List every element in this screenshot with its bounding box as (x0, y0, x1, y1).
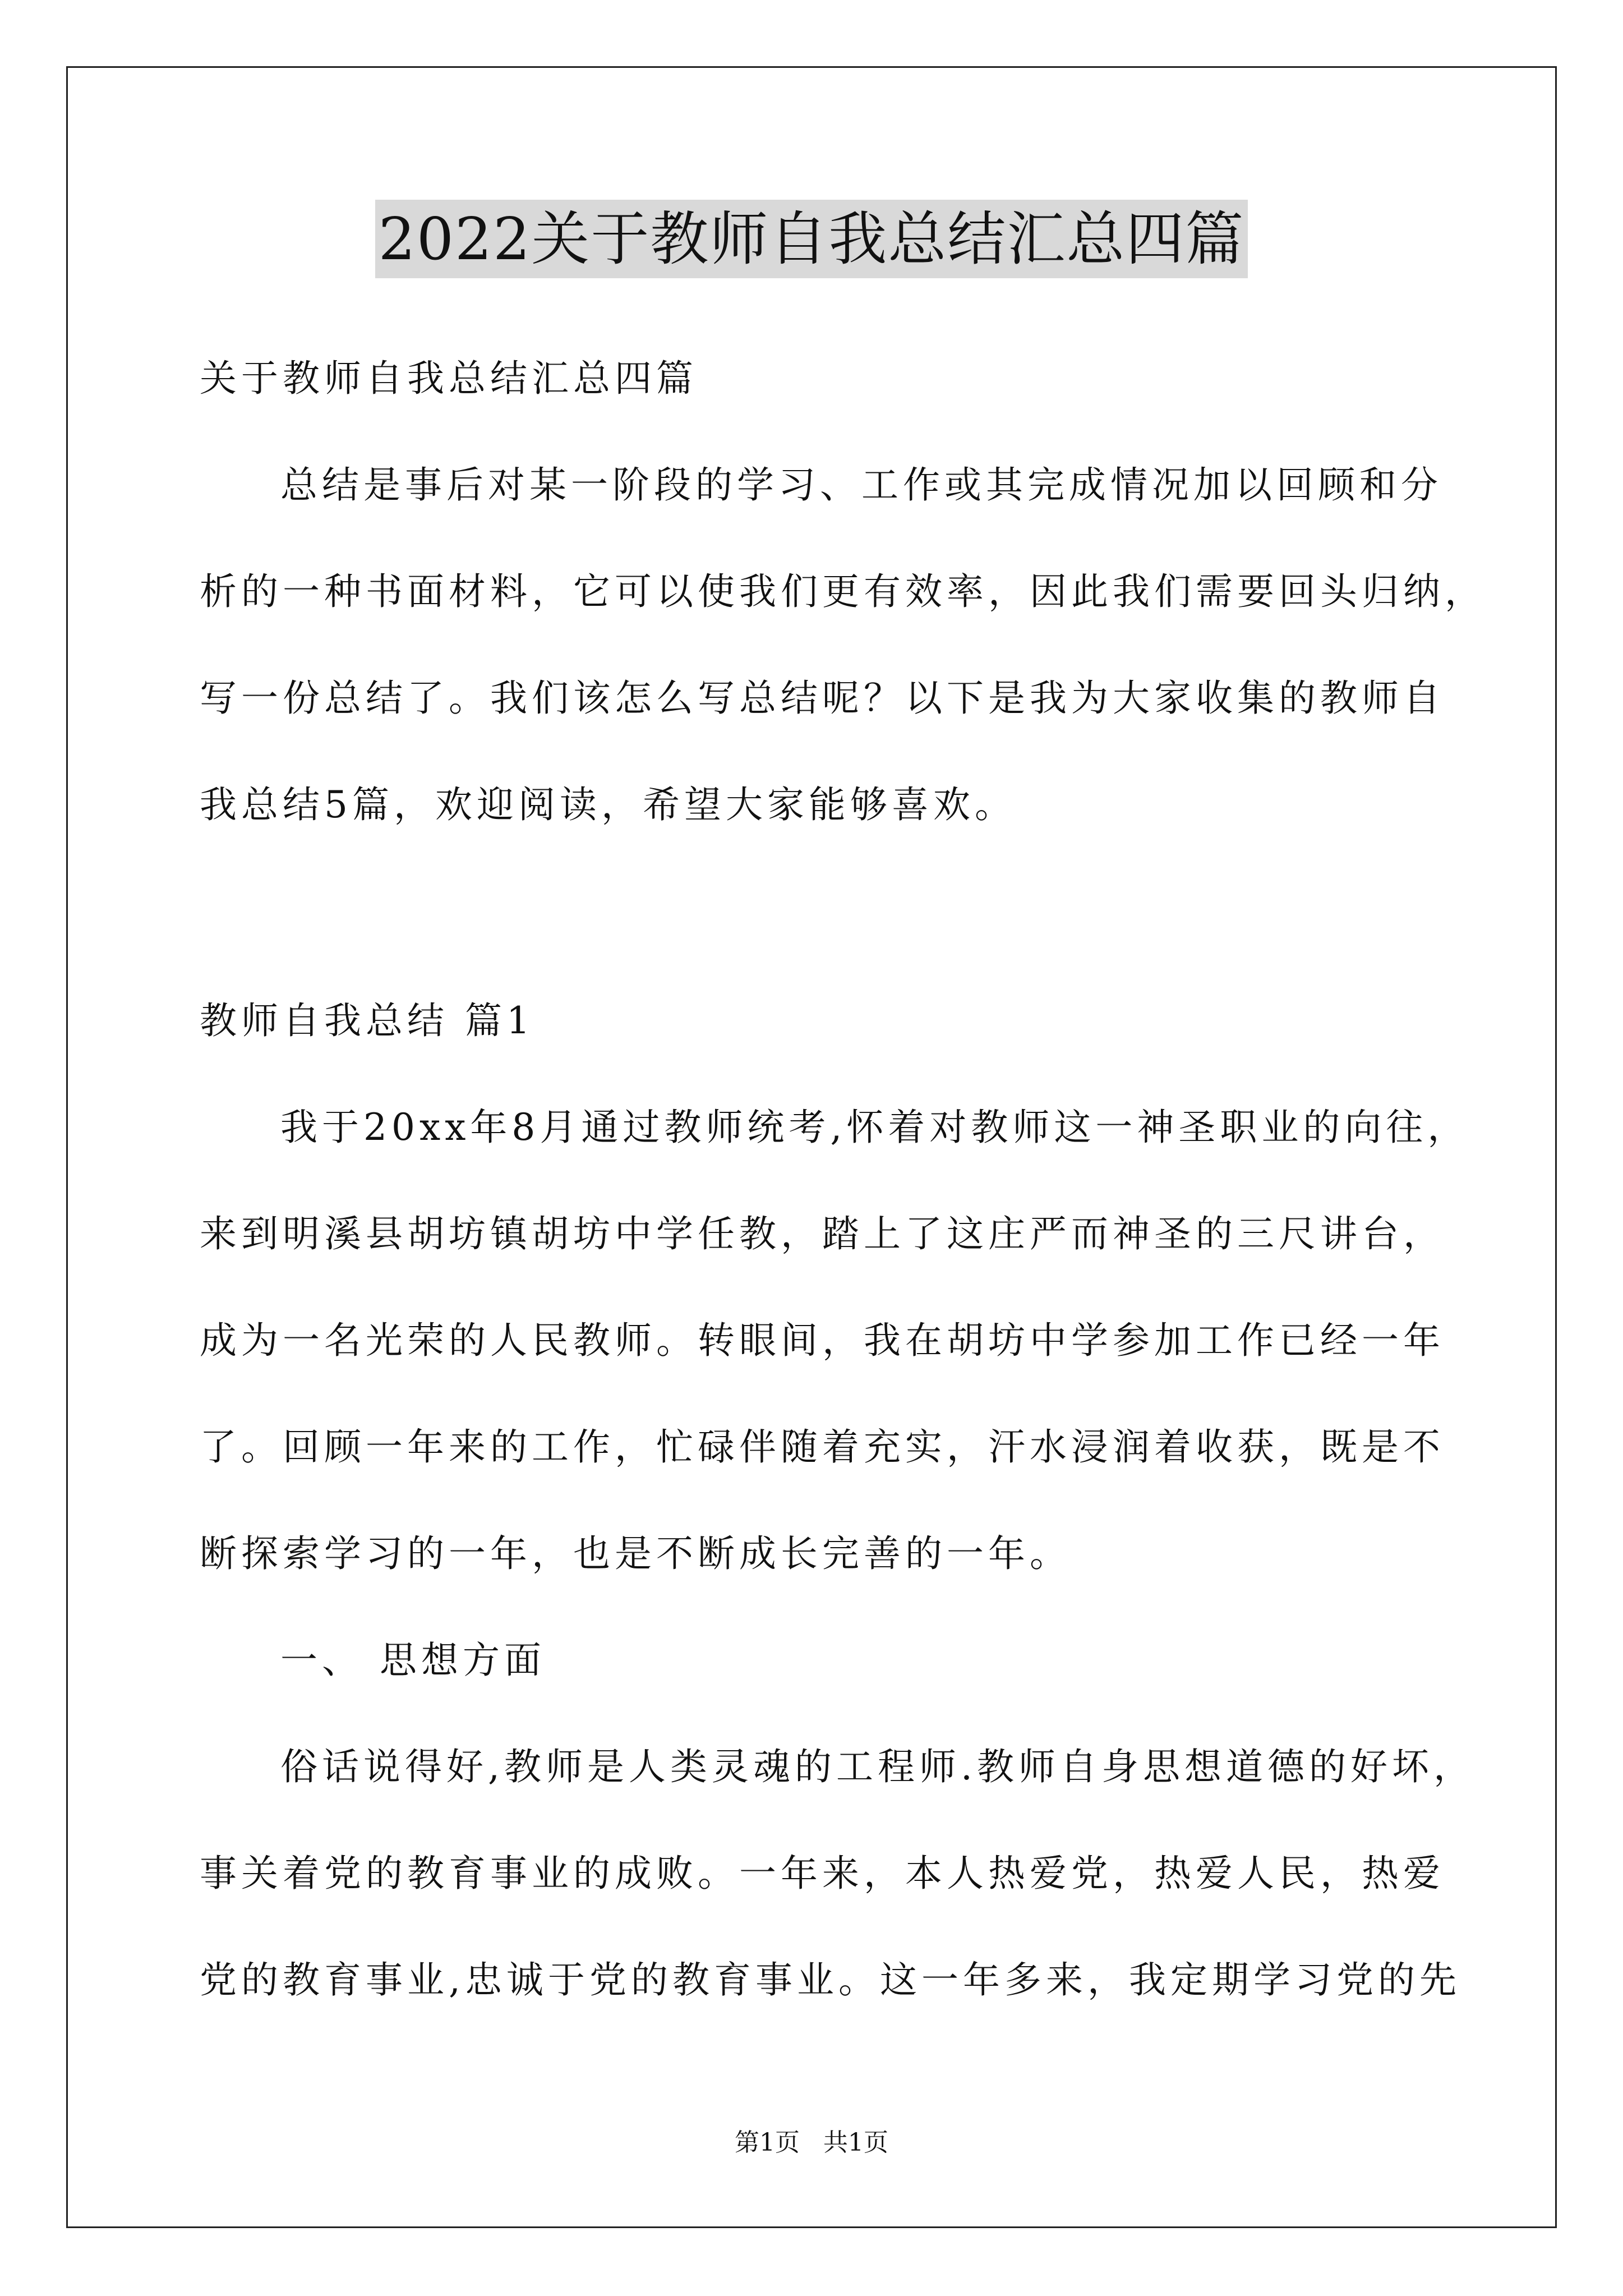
paragraph-line: 总结是事后对某一阶段的学习、工作或其完成情况加以回顾和分 (280, 463, 1442, 507)
paragraph-line: 我于20xx年8月通过教师统考,怀着对教师这一神圣职业的向往， (280, 1106, 1469, 1149)
paragraph-line: 了。回顾一年来的工作，忙碌伴随着充实，汗水浸润着收获，既是不 (200, 1425, 1445, 1469)
page-footer: 第1页 共1页 (735, 2128, 888, 2157)
subtitle-line: 关于教师自我总结汇总四篇 (200, 357, 698, 400)
paragraph-line: 来到明溪县胡坊镇胡坊中学任教，踏上了这庄严而神圣的三尺讲台， (200, 1212, 1445, 1255)
paragraph-line: 断探索学习的一年，也是不断成长完善的一年。 (200, 1532, 1071, 1575)
paragraph-line: 成为一名光荣的人民教师。转眼间，我在胡坊中学参加工作已经一年 (200, 1319, 1445, 1362)
paragraph-line: 俗话说得好,教师是人类灵魂的工程师.教师自身思想道德的好坏， (280, 1745, 1475, 1788)
paragraph-line: 事关着党的教育事业的成败。一年来，本人热爱党，热爱人民，热爱 (200, 1852, 1445, 1895)
subsection-heading: 一、 思想方面 (280, 1639, 546, 1682)
paragraph-line: 党的教育事业,忠诚于党的教育事业。这一年多来，我定期学习党的先 (200, 1958, 1461, 2001)
paragraph-line: 析的一种书面材料，它可以使我们更有效率，因此我们需要回头归纳， (200, 570, 1486, 613)
paragraph-line: 我总结5篇，欢迎阅读，希望大家能够喜欢。 (200, 783, 1016, 826)
document-title: 2022关于教师自我总结汇总四篇 (375, 200, 1248, 278)
section-heading: 教师自我总结 篇1 (200, 999, 534, 1042)
title-container (0, 200, 1623, 278)
paragraph-line: 写一份总结了。我们该怎么写总结呢？以下是我为大家收集的教师自 (200, 677, 1445, 720)
